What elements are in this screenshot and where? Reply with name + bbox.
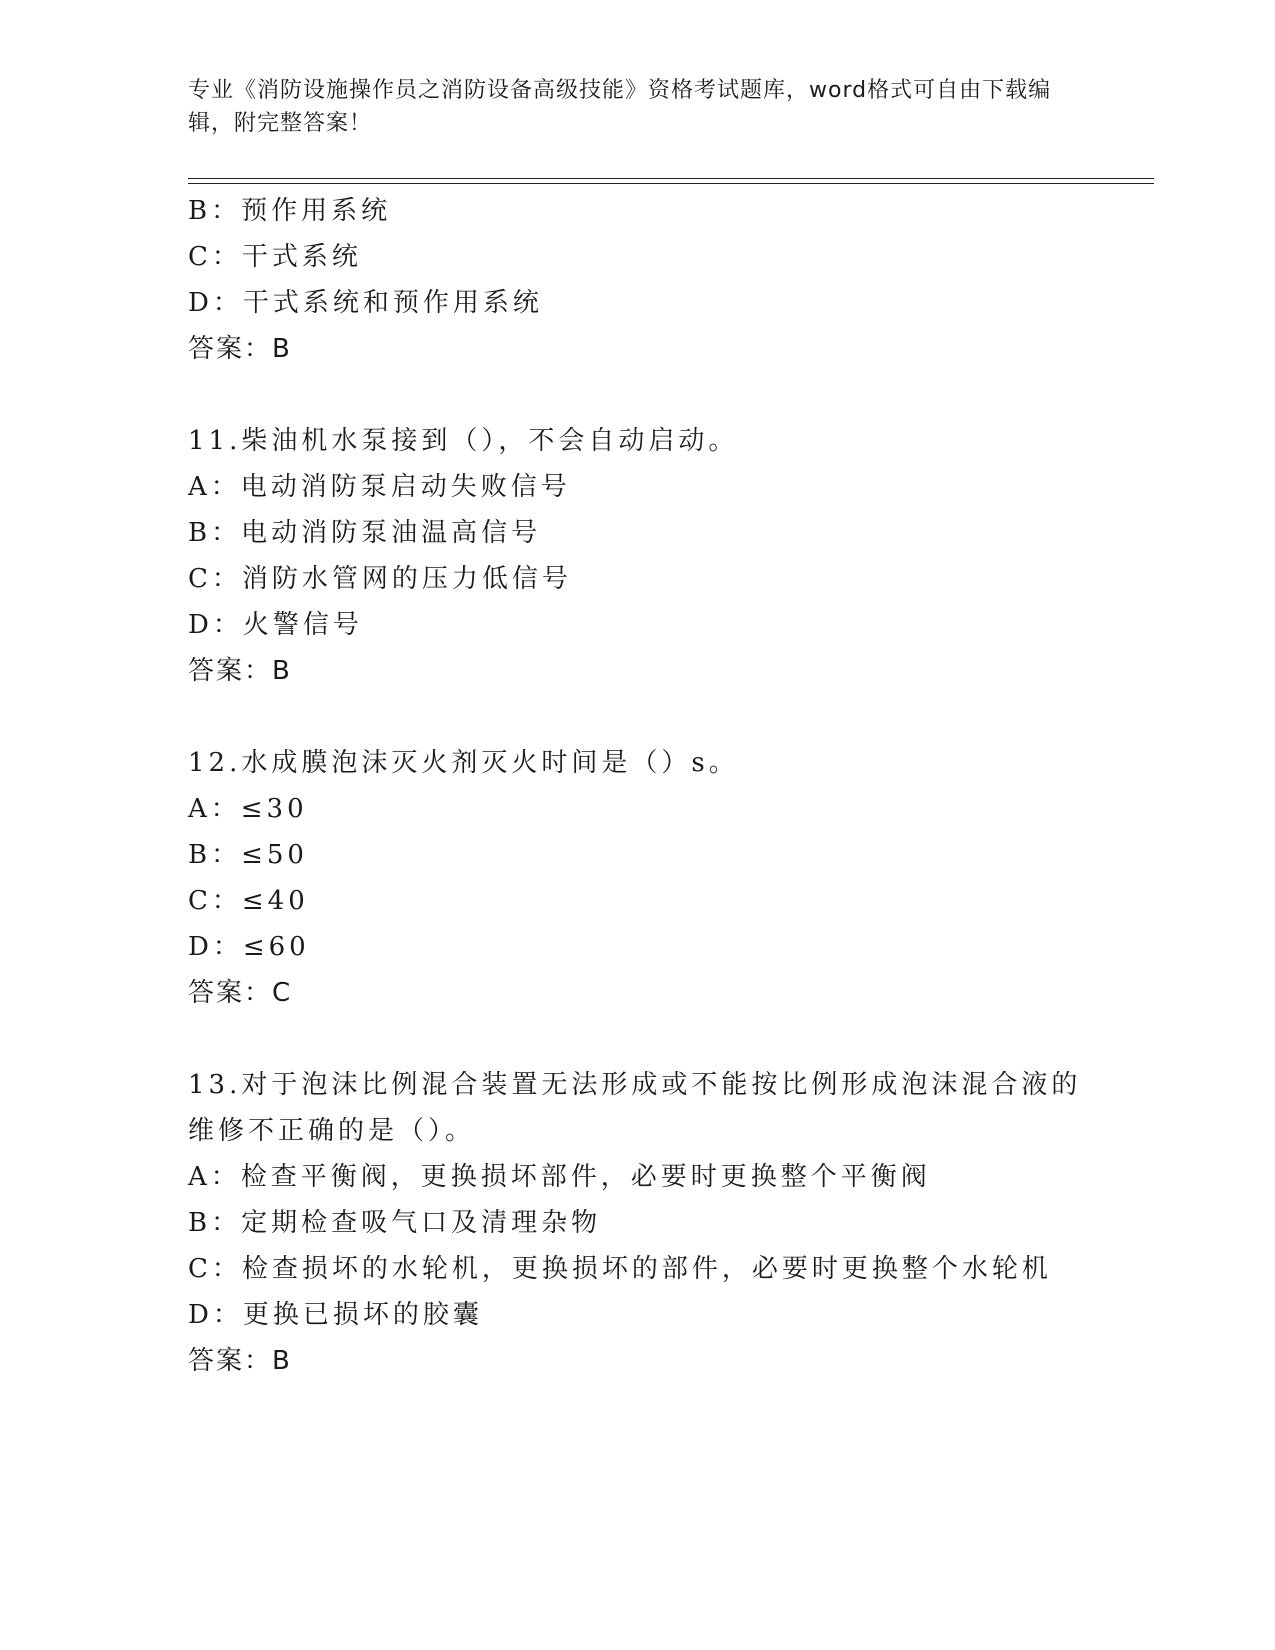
option-d: D：火警信号 — [188, 610, 363, 640]
option-b: B：电动消防泵油温高信号 — [188, 518, 542, 548]
document-header: 专业《消防设施操作员之消防设备高级技能》资格考试题库，word格式可自由下载编辑，附完整答案！ — [188, 78, 1052, 136]
answer-line: 答案：B — [188, 656, 292, 686]
spacer — [188, 694, 1088, 740]
spacer — [188, 372, 1088, 418]
header-divider-top — [188, 178, 1154, 179]
option-b: B：≤50 — [188, 840, 308, 870]
spacer — [188, 1016, 1088, 1062]
question-12 — [188, 740, 1088, 1016]
question-stem: 11.柴油机水泵接到（），不会自动启动。 — [188, 426, 739, 456]
option-d: D：≤60 — [188, 932, 310, 962]
option-b: B：定期检查吸气口及清理杂物 — [188, 1208, 602, 1238]
option-b: B：预作用系统 — [188, 196, 392, 226]
question-stem: 13.对于泡沫比例混合装置无法形成或不能按比例形成泡沫混合液的维修不正确的是（）。 — [188, 1070, 1082, 1146]
option-c: C：干式系统 — [188, 242, 362, 272]
option-a: A：≤30 — [188, 794, 308, 824]
option-c: C：≤40 — [188, 886, 309, 916]
option-c: C：消防水管网的压力低信号 — [188, 564, 572, 594]
option-d: D：干式系统和预作用系统 — [188, 288, 543, 318]
option-a: A：检查平衡阀，更换损坏部件，必要时更换整个平衡阀 — [188, 1162, 931, 1192]
question-13 — [188, 1062, 1088, 1384]
option-a: A：电动消防泵启动失败信号 — [188, 472, 571, 502]
option-d: D：更换已损坏的胶囊 — [188, 1300, 483, 1330]
question-11 — [188, 418, 1088, 694]
header-divider-bottom — [188, 183, 1154, 184]
option-c: C：检查损坏的水轮机，更换损坏的部件，必要时更换整个水轮机 — [188, 1254, 1052, 1284]
answer-line: 答案：C — [188, 978, 293, 1008]
answer-line: 答案：B — [188, 1346, 292, 1376]
prev-question-block — [188, 188, 1088, 372]
answer-line: 答案：B — [188, 334, 292, 364]
question-stem: 12.水成膜泡沫灭火剂灭火时间是（）s。 — [188, 748, 739, 778]
question-content — [188, 188, 1088, 1384]
